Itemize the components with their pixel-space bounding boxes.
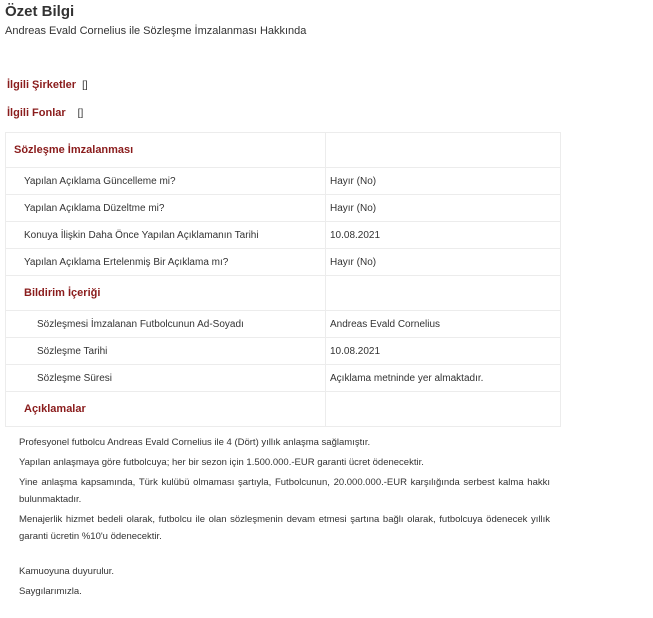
closing-announcement: Kamuoyuna duyurulur. xyxy=(19,566,115,577)
closing-regards: Saygılarımızla. xyxy=(19,586,82,597)
section-title-contract: Sözleşme İmzalanması xyxy=(14,144,134,156)
disclosure-table xyxy=(5,132,561,427)
section-row-explanations xyxy=(6,392,561,427)
row-value: Hayır (No) xyxy=(330,175,377,187)
page-title: Özet Bilgi xyxy=(5,3,75,20)
related-companies[interactable] xyxy=(7,79,88,91)
table-row xyxy=(6,168,561,195)
table-row xyxy=(6,195,561,222)
page-subtitle: Andreas Evald Cornelius ile Sözleşme İmzalanması Hakkında xyxy=(5,25,307,37)
row-label: Yapılan Açıklama Düzeltme mi? xyxy=(24,202,165,214)
row-value: Andreas Evald Cornelius xyxy=(330,318,441,330)
row-label: Yapılan Açıklama Ertelenmiş Bir Açıklama mı? xyxy=(24,256,229,268)
table-row xyxy=(6,222,561,249)
paragraph: Yapılan anlaşmaya göre futbolcuya; her bir sezon için 1.500.000.-EUR garanti ücret ödenecektir. xyxy=(19,457,424,468)
table-row xyxy=(6,338,561,365)
related-funds-label: İlgili Fonlar xyxy=(7,107,66,119)
paragraph: Menajerlik hizmet bedeli olarak, futbolcu ile olan sözleşmenin devam etmesi şartına bağlı olarak, futbolcuya ödenecek yıllık garanti ücretin %10'u ödenecektir. xyxy=(19,514,550,542)
row-label: Sözleşme Tarihi xyxy=(37,345,108,357)
section-title-notification: Bildirim İçeriği xyxy=(24,287,101,299)
row-value: Hayır (No) xyxy=(330,202,377,214)
table-row xyxy=(6,365,561,392)
section-title-explanations: Açıklamalar xyxy=(24,403,86,415)
section-row-contract xyxy=(6,133,561,168)
row-label: Sözleşme Süresi xyxy=(37,372,113,384)
paragraph: Yine anlaşma kapsamında, Türk kulübü olmaması şartıyla, Futbolcunun, 20.000.000.-EUR karşılığında serbest kalma hakkı bulunmaktadır. xyxy=(19,477,550,505)
related-funds[interactable] xyxy=(7,107,83,119)
row-value: Açıklama metninde yer almaktadır. xyxy=(330,372,484,384)
table-row xyxy=(6,311,561,338)
related-funds-value: [] xyxy=(77,108,84,119)
explanation-body xyxy=(19,434,550,603)
table-row xyxy=(6,249,561,276)
related-companies-value: [] xyxy=(82,80,88,91)
row-label: Konuya İlişkin Daha Önce Yapılan Açıklamanın Tarihi xyxy=(24,229,259,241)
related-companies-label: İlgili Şirketler xyxy=(7,79,77,91)
paragraph: Profesyonel futbolcu Andreas Evald Cornelius ile 4 (Dört) yıllık anlaşma sağlamıştır. xyxy=(19,437,371,448)
section-row-notification xyxy=(6,276,561,311)
row-value: 10.08.2021 xyxy=(330,229,381,241)
row-label: Yapılan Açıklama Güncelleme mi? xyxy=(24,175,176,187)
row-value: Hayır (No) xyxy=(330,256,377,268)
row-value: 10.08.2021 xyxy=(330,345,381,357)
row-label: Sözleşmesi İmzalanan Futbolcunun Ad-Soyadı xyxy=(37,318,244,330)
